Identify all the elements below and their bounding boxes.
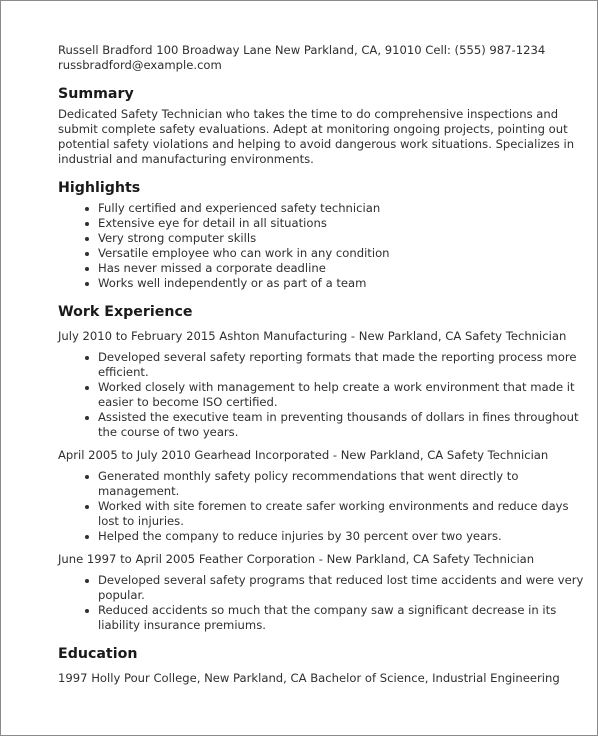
highlight-item: Has never missed a corporate deadline <box>98 261 588 276</box>
job-bullets <box>58 350 588 440</box>
contact-email: russbradford@example.com <box>58 58 222 72</box>
education-entry: 1997 Holly Pour College, New Parkland, CA Bachelor of Science, Industrial Engineering <box>58 671 560 685</box>
job-entry <box>58 448 588 544</box>
highlight-item: Extensive eye for detail in all situations <box>98 216 588 231</box>
contact-block <box>58 43 588 73</box>
job-bullet: Developed several safety reporting formats that made the reporting process more efficient. <box>98 350 588 380</box>
highlight-item: Versatile employee who can work in any condition <box>98 246 588 261</box>
education-section <box>58 645 588 686</box>
job-bullets <box>58 573 588 633</box>
job-bullet: Reduced accidents so much that the company saw a significant decrease in its liability insurance premiums. <box>98 603 588 633</box>
job-entry <box>58 329 588 440</box>
job-header: April 2005 to July 2010 Gearhead Incorporated - New Parkland, CA Safety Technician <box>58 448 549 462</box>
job-bullets <box>58 469 588 544</box>
resume-content <box>58 43 588 686</box>
contact-address-line: Russell Bradford 100 Broadway Lane New Parkland, CA, 91010 Cell: (555) 987-1234 <box>58 43 546 57</box>
job-bullet: Helped the company to reduce injuries by 30 percent over two years. <box>98 529 588 544</box>
summary-text: Dedicated Safety Technician who takes the time to do comprehensive inspections and submit complete safety evaluations. Adept at monitoring ongoing projects, pointing out potential safety violations and helping to avoid dangerous work situations. Specializes in industrial and manufacturing environments. <box>58 107 575 166</box>
highlight-item: Very strong computer skills <box>98 231 588 246</box>
highlight-item: Fully certified and experienced safety technician <box>98 201 588 216</box>
education-heading: Education <box>58 646 138 662</box>
highlights-section <box>58 179 588 291</box>
job-bullet: Developed several safety programs that reduced lost time accidents and were very popular. <box>98 573 588 603</box>
experience-heading: Work Experience <box>58 304 193 320</box>
experience-section <box>58 303 588 633</box>
job-header: June 1997 to April 2005 Feather Corporation - New Parkland, CA Safety Technician <box>58 552 535 566</box>
job-bullet: Generated monthly safety policy recommendations that went directly to management. <box>98 469 588 499</box>
summary-heading: Summary <box>58 86 134 102</box>
summary-section <box>58 85 588 167</box>
job-bullet: Worked with site foremen to create safer working environments and reduce days lost to injuries. <box>98 499 588 529</box>
highlights-heading: Highlights <box>58 180 141 196</box>
highlight-item: Works well independently or as part of a team <box>98 276 588 291</box>
job-header: July 2010 to February 2015 Ashton Manufacturing - New Parkland, CA Safety Technician <box>58 329 567 343</box>
job-bullet: Assisted the executive team in preventing thousands of dollars in fines throughout the course of two years. <box>98 410 588 440</box>
job-entry <box>58 552 588 633</box>
highlights-list <box>58 201 588 291</box>
job-bullet: Worked closely with management to help create a work environment that made it easier to become ISO certified. <box>98 380 588 410</box>
